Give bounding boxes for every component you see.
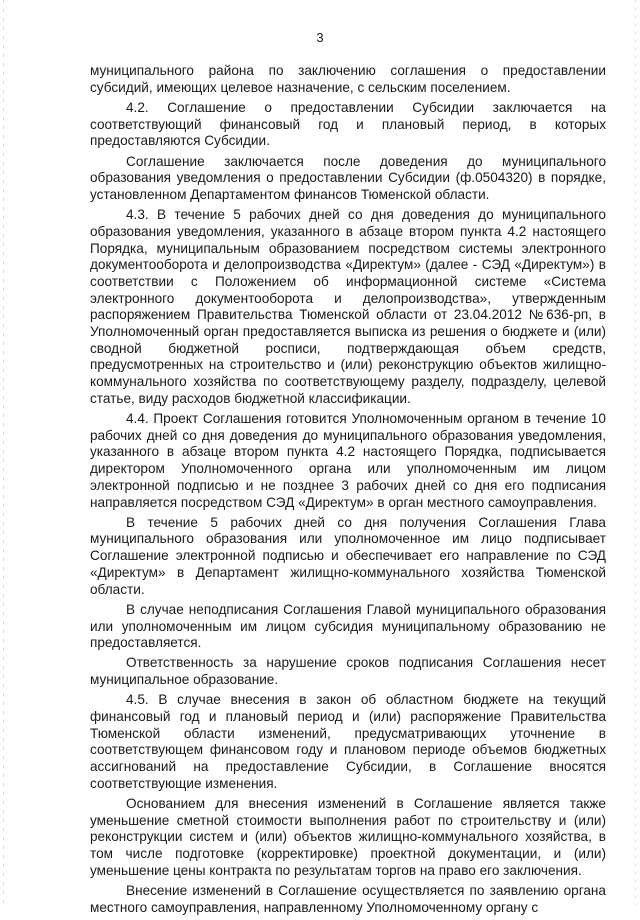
scan-edge-right [635, 0, 636, 905]
document-body [90, 63, 606, 920]
paragraph-4-4: 4.4. Проект Соглашения готовится Уполномоченным органом в течение 10 рабочих дней со дня доведения до муниципального образования уведомления, указанного в абзаце втором пункта 4.2 настоящего Порядка, подписывается директором Уполномоченного органа или уполномоченным им лицом электронной подписью и не позднее 3 рабочих дней со дня его подписания направляется посредством СЭД «Директум» в орган местного самоуправления. [90, 411, 606, 510]
paragraph-non-signing: В случае неподписания Соглашения Главой муниципального образования или уполномоченным им лицом субсидия муниципальному образованию не предоставляется. [90, 601, 606, 651]
paragraph-agreement-conclusion: Соглашение заключается после доведения до муниципального образования уведомления о предоставлении Субсидии (ф.0504320) в порядке, установленном Департаментом финансов Тюменской области. [90, 153, 606, 202]
paragraph-4-3: 4.3. В течение 5 рабочих дней со дня доведения до муниципального образования уведомления, указанного в абзаце втором пункта 4.2 настоящего Порядка, муниципальным образованием посредством системы электронного документооборота и делопроизводства «Директум» (далее - СЭД «Директум») в соответствии с Положением об информационной системе «Система электронного документооборота и делопроизводства», утвержденным распоряжением Правительства Тюменской области от 23.04.2012 №636-рп, в Уполномоченный орган предоставляется выписка из решения о бюджете и (или) сводной бюджетной росписи, подтверждающая объем средств, предусмотренных на строительство и (или) реконструкцию объектов жилищно-коммунального хозяйства по соответствующему разделу, подразделу, целевой статье, виду расходов бюджетной классификации. [90, 207, 606, 406]
paragraph-responsibility: Ответственность за нарушение сроков подписания Соглашения несет муниципальное образование. [90, 655, 606, 688]
paragraph-continuation: муниципального района по заключению соглашения о предоставлении субсидий, имеющих целевое назначение, с сельским поселением. [90, 63, 606, 95]
paragraph-changes-procedure: Внесение изменений в Соглашение осуществляется по заявлению органа местного самоуправления, направленному Уполномоченному органу с [90, 883, 606, 915]
paragraph-grounds-for-changes: Основанием для внесения изменений в Соглашение является также уменьшение сметной стоимости выполнения работ по строительству и (или) реконструкции систем и (или) объектов жилищно-коммунального хозяйства, в том числе подготовке (корректировке) проектной документации, и (или) уменьшение цены контракта по результатам торгов на право его заключения. [90, 796, 606, 878]
scan-edge-left [3, 0, 4, 905]
paragraph-4-5: 4.5. В случае внесения в закон об областном бюджете на текущий финансовый год и плановый период и (или) распоряжение Правительства Тюменской области изменений, предусматривающих уточнение в соответствующем финансовом году и плановом периоде объемов бюджетных ассигнований на предоставление Субсидии, в Соглашение вносятся соответствующие изменения. [90, 692, 606, 791]
paragraph-4-2: 4.2. Соглашение о предоставлении Субсидии заключается на соответствующий финансовый год и плановый период, в которых предоставляются Субсидии. [90, 99, 606, 149]
page-number: 3 [316, 30, 324, 45]
paragraph-signing-period: В течение 5 рабочих дней со дня получения Соглашения Глава муниципального образования или уполномоченное им лицо подписывает Соглашение электронной подписью и обеспечивает его направление по СЭД «Директум» в Департамент жилищно-коммунального хозяйства Тюменской области. [90, 514, 606, 597]
